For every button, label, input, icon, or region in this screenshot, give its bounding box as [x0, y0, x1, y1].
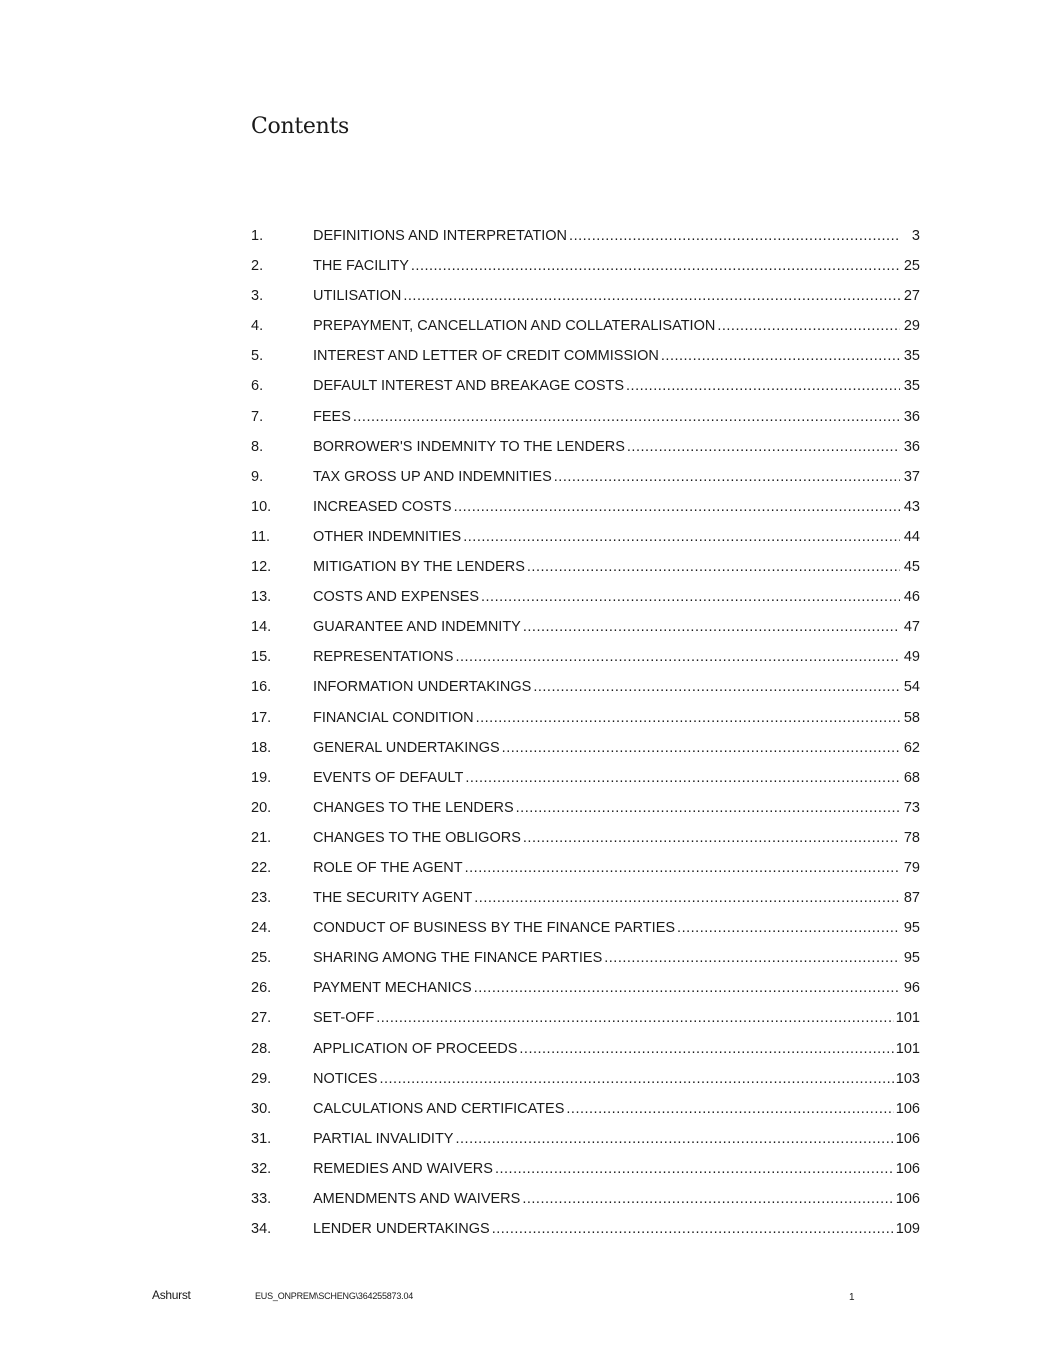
toc-entry-page: 54	[903, 679, 920, 696]
toc-entry-heading: INCREASED COSTS	[313, 498, 452, 515]
toc-entry[interactable]	[251, 341, 920, 371]
toc-entry-page: 36	[903, 408, 920, 425]
toc-entry-heading: FINANCIAL CONDITION	[313, 709, 474, 726]
toc-entry-page: 58	[903, 709, 920, 726]
toc-entry[interactable]	[251, 432, 920, 462]
toc-dot-leader	[626, 371, 900, 401]
toc-entry-number: 27.	[251, 1010, 272, 1027]
toc-entry-page: 95	[903, 950, 920, 967]
toc-entry-heading: EVENTS OF DEFAULT	[313, 769, 464, 786]
toc-entry-page: 27	[903, 288, 920, 305]
toc-entry[interactable]	[251, 733, 920, 763]
toc-entry[interactable]	[251, 703, 920, 733]
toc-entry-heading: ROLE OF THE AGENT	[313, 859, 463, 876]
toc-entry-number: 28.	[251, 1040, 272, 1057]
toc-dot-leader	[566, 1094, 893, 1124]
toc-entry-number: 33.	[251, 1191, 272, 1207]
toc-entry-number: 24.	[251, 920, 272, 937]
toc-dot-leader	[516, 793, 900, 823]
toc-dot-leader	[523, 823, 900, 853]
toc-dot-leader	[376, 1003, 894, 1033]
toc-entry-number: 20.	[251, 799, 272, 816]
toc-entry-number: 31.	[251, 1130, 272, 1147]
toc-entry-heading: FEES	[313, 408, 351, 425]
toc-entry[interactable]	[251, 943, 920, 973]
toc-entry-heading: NOTICES	[313, 1070, 378, 1087]
toc-dot-leader	[523, 612, 900, 642]
toc-entry-number: 34.	[251, 1221, 272, 1238]
toc-dot-leader	[569, 221, 900, 251]
toc-entry-heading: SET-OFF	[313, 1010, 375, 1027]
toc-entry-heading: GENERAL UNDERTAKINGS	[313, 739, 500, 756]
toc-entry-number: 26.	[251, 980, 272, 997]
toc-entry-heading: LENDER UNDERTAKINGS	[313, 1221, 490, 1238]
toc-dot-leader	[455, 1124, 893, 1154]
toc-entry-page: 43	[903, 498, 920, 515]
toc-dot-leader	[379, 1064, 893, 1094]
toc-entry-heading: DEFAULT INTEREST AND BREAKAGE COSTS	[313, 378, 625, 395]
toc-entry-page: 3	[911, 228, 920, 244]
page-title: Contents	[251, 114, 350, 139]
toc-entry[interactable]	[251, 913, 920, 943]
toc-entry-heading: PARTIAL INVALIDITY	[313, 1130, 454, 1147]
toc-entry[interactable]	[251, 402, 920, 432]
toc-dot-leader	[502, 733, 900, 763]
toc-entry-heading: CHANGES TO THE OBLIGORS	[313, 829, 521, 846]
toc-entry-number: 8.	[251, 438, 264, 455]
toc-entry-heading: BORROWER'S INDEMNITY TO THE LENDERS	[313, 438, 625, 455]
toc-entry-page: 35	[903, 348, 920, 365]
toc-entry-heading: TAX GROSS UP AND INDEMNITIES	[313, 468, 552, 485]
toc-entry-heading: COSTS AND EXPENSES	[313, 589, 479, 606]
toc-dot-leader	[527, 552, 900, 582]
toc-dot-leader	[353, 402, 900, 432]
toc-entry[interactable]	[251, 853, 920, 883]
toc-entry[interactable]	[251, 522, 920, 552]
toc-entry-heading: OTHER INDEMNITIES	[313, 528, 462, 545]
toc-entry[interactable]	[251, 823, 920, 853]
toc-entry-number: 15.	[251, 649, 272, 666]
toc-dot-leader	[522, 1184, 893, 1214]
toc-entry-heading: UTILISATION	[313, 288, 402, 305]
toc-dot-leader	[677, 913, 900, 943]
footer-firm-name: Ashurst	[152, 1288, 191, 1302]
toc-entry[interactable]	[251, 883, 920, 913]
toc-entry-number: 29.	[251, 1070, 272, 1087]
toc-entry-page: 46	[903, 589, 920, 606]
toc-entry-heading: THE FACILITY	[313, 258, 409, 275]
toc-entry-page: 36	[903, 438, 920, 455]
toc-dot-leader	[463, 522, 900, 552]
toc-entry-heading: GUARANTEE AND INDEMNITY	[313, 619, 521, 636]
toc-entry[interactable]	[251, 1064, 920, 1094]
toc-entry[interactable]	[251, 1124, 920, 1154]
toc-entry-page: 35	[903, 378, 920, 395]
toc-entry-page: 106	[895, 1100, 920, 1117]
toc-entry-heading: PREPAYMENT, CANCELLATION AND COLLATERALISATION	[313, 318, 716, 335]
toc-entry-page: 101	[895, 1010, 920, 1027]
toc-entry[interactable]	[251, 1003, 920, 1033]
toc-entry[interactable]	[251, 371, 920, 401]
table-of-contents	[251, 221, 920, 1244]
toc-entry[interactable]	[251, 221, 920, 251]
toc-entry[interactable]	[251, 793, 920, 823]
toc-dot-leader	[455, 642, 900, 672]
toc-dot-leader	[627, 432, 900, 462]
toc-entry-heading: INFORMATION UNDERTAKINGS	[313, 679, 532, 696]
toc-dot-leader	[604, 943, 900, 973]
toc-entry[interactable]	[251, 311, 920, 341]
toc-entry-page: 29	[903, 318, 920, 335]
toc-entry-page: 45	[903, 559, 920, 576]
toc-dot-leader	[717, 311, 900, 341]
toc-dot-leader	[474, 973, 900, 1003]
toc-entry-number: 3.	[251, 288, 264, 305]
toc-entry-page: 106	[895, 1191, 920, 1207]
toc-entry[interactable]	[251, 552, 920, 582]
toc-entry-number: 6.	[251, 378, 264, 395]
toc-entry-number: 19.	[251, 769, 272, 786]
toc-entry-heading: THE SECURITY AGENT	[313, 890, 473, 907]
toc-dot-leader	[661, 341, 900, 371]
toc-entry[interactable]	[251, 642, 920, 672]
toc-entry-page: 73	[903, 799, 920, 816]
toc-entry-number: 13.	[251, 589, 272, 606]
toc-entry-heading: REMEDIES AND WAIVERS	[313, 1160, 493, 1177]
toc-entry[interactable]	[251, 1094, 920, 1124]
toc-entry-heading: CALCULATIONS AND CERTIFICATES	[313, 1100, 565, 1117]
toc-entry-page: 25	[903, 258, 920, 275]
toc-dot-leader	[476, 703, 900, 733]
toc-entry-page: 95	[903, 920, 920, 937]
toc-dot-leader	[519, 1034, 893, 1064]
toc-entry-page: 62	[903, 739, 920, 756]
toc-entry-number: 5.	[251, 348, 264, 365]
toc-entry[interactable]	[251, 1214, 920, 1244]
toc-entry-number: 18.	[251, 739, 272, 756]
footer-document-reference: EUS_ONPREM\SCHENG\364255873.04	[255, 1291, 414, 1301]
toc-entry[interactable]	[251, 492, 920, 522]
toc-dot-leader	[454, 492, 900, 522]
toc-dot-leader	[474, 883, 900, 913]
toc-entry-page: 101	[895, 1040, 920, 1057]
toc-entry-heading: PAYMENT MECHANICS	[313, 980, 472, 997]
toc-entry[interactable]	[251, 973, 920, 1003]
toc-entry[interactable]	[251, 763, 920, 793]
toc-entry-heading: INTEREST AND LETTER OF CREDIT COMMISSION	[313, 348, 659, 365]
toc-entry[interactable]	[251, 462, 920, 492]
toc-entry-number: 12.	[251, 559, 272, 576]
toc-entry-page: 106	[895, 1130, 920, 1147]
toc-entry[interactable]	[251, 672, 920, 702]
toc-entry-heading: REPRESENTATIONS	[313, 649, 454, 666]
toc-dot-leader	[403, 281, 900, 311]
toc-entry-number: 1.	[251, 228, 264, 244]
toc-entry-number: 23.	[251, 890, 272, 907]
toc-entry-number: 7.	[251, 408, 264, 425]
toc-entry-heading: SHARING AMONG THE FINANCE PARTIES	[313, 950, 603, 967]
toc-entry[interactable]	[251, 1154, 920, 1184]
toc-entry-page: 47	[903, 619, 920, 636]
toc-entry[interactable]	[251, 582, 920, 612]
toc-entry[interactable]	[251, 1034, 920, 1064]
toc-entry[interactable]	[251, 1184, 920, 1214]
toc-entry-page: 44	[903, 528, 920, 545]
toc-entry-number: 14.	[251, 619, 272, 636]
toc-entry-number: 17.	[251, 709, 272, 726]
toc-entry-heading: MITIGATION BY THE LENDERS	[313, 559, 525, 576]
toc-entry-page: 103	[895, 1070, 920, 1087]
toc-entry[interactable]	[251, 251, 920, 281]
toc-entry-number: 25.	[251, 950, 272, 967]
toc-entry-page: 96	[903, 980, 920, 997]
toc-entry-heading: DEFINITIONS AND INTERPRETATION	[313, 228, 568, 244]
toc-entry-heading: CHANGES TO THE LENDERS	[313, 799, 514, 816]
toc-entry-heading: CONDUCT OF BUSINESS BY THE FINANCE PARTIES	[313, 920, 676, 937]
toc-entry-page: 106	[895, 1160, 920, 1177]
toc-dot-leader	[465, 763, 900, 793]
toc-dot-leader	[465, 853, 900, 883]
toc-entry-number: 4.	[251, 318, 264, 335]
toc-dot-leader	[492, 1214, 894, 1244]
toc-entry-number: 9.	[251, 468, 264, 485]
toc-dot-leader	[481, 582, 900, 612]
toc-entry-number: 32.	[251, 1160, 272, 1177]
toc-entry-heading: APPLICATION OF PROCEEDS	[313, 1040, 518, 1057]
toc-entry-page: 49	[903, 649, 920, 666]
toc-entry-number: 21.	[251, 829, 272, 846]
toc-entry-heading: AMENDMENTS AND WAIVERS	[313, 1191, 521, 1207]
toc-entry-page: 79	[903, 859, 920, 876]
toc-entry-page: 109	[895, 1221, 920, 1238]
toc-entry-number: 10.	[251, 498, 272, 515]
footer-page-number: 1	[849, 1292, 855, 1303]
toc-entry-page: 78	[903, 829, 920, 846]
toc-dot-leader	[533, 672, 900, 702]
toc-entry-number: 22.	[251, 859, 272, 876]
toc-entry-number: 2.	[251, 258, 264, 275]
toc-entry-number: 30.	[251, 1100, 272, 1117]
toc-entry[interactable]	[251, 281, 920, 311]
toc-dot-leader	[554, 462, 900, 492]
toc-entry-page: 68	[903, 769, 920, 786]
toc-entry[interactable]	[251, 612, 920, 642]
toc-entry-page: 37	[903, 468, 920, 485]
toc-dot-leader	[411, 251, 900, 281]
toc-entry-number: 11.	[251, 528, 271, 545]
toc-entry-number: 16.	[251, 679, 272, 696]
toc-dot-leader	[495, 1154, 894, 1184]
toc-entry-page: 87	[903, 890, 920, 907]
